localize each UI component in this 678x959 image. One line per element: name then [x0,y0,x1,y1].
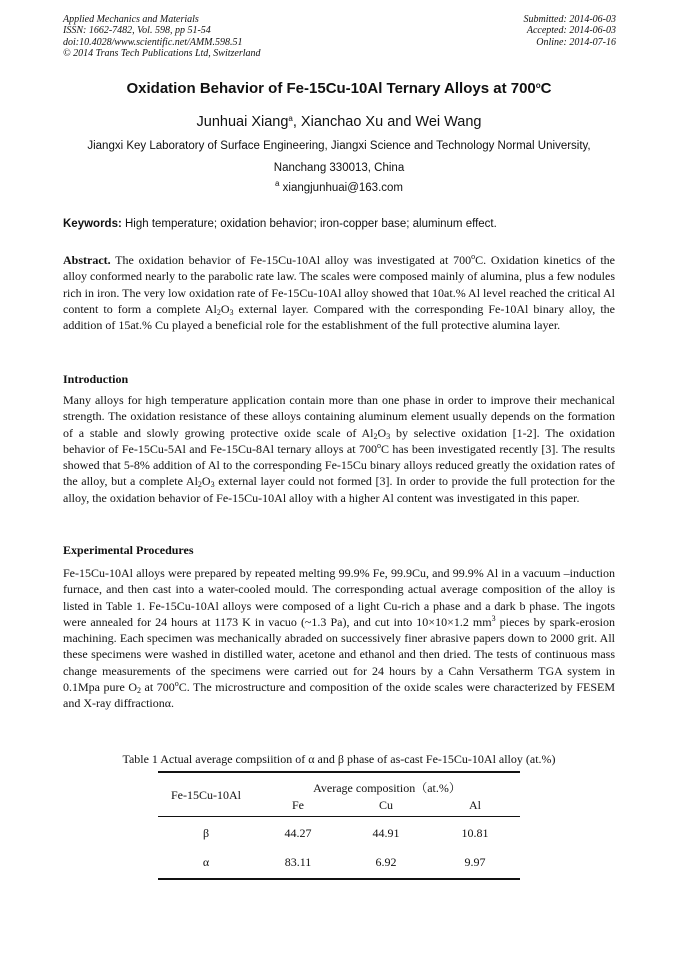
table-top-rule [158,771,520,773]
accepted-date: Accepted: 2014-06-03 [526,25,616,37]
table-cell: 83.11 [284,855,312,869]
introduction-paragraph: Many alloys for high temperature application contain more than one phase in order to improve their mechanical strength. The oxidation resistance of these alloys containing aluminum element usually depends on the formation of a stable and slowly growing protective oxide scale of $Al_2O_3$ by selective oxidation [1-2]. The oxidation behavior of Fe-15Cu-5Al and Fe-15Cu-8Al ternary alloys at 700$^o$C has been investigated recently [3]. The results showed that 5-8% addition of Al to the corresponding Fe-15Cu binary alloys reduced greatly the oxidation rates of the alloy, but a complete $Al_2O_3$ external layer could not formed [3]. In order to provide the full protection for the alloy, the oxidation behavior of Fe-15Cu-10Al alloy with a higher Al content was investigated in this paper. [63,393,615,505]
abstract: Abstract. The oxidation behavior of Fe-15Cu-10Al alloy was investigated at 700$^o$C. Oxidation kinetics of the alloy conformed nearly to the parabolic rate law. The scales were composed mainly of alumina, plus a few nodules rich in iron. The very low oxidation rate of Fe-15Cu-10Al alloy showed that 10at.% Al level reached the critical Al content to form a complete $Al_2O_3$ external layer. Compared with the corresponding Fe-10Al binary alloy, the addition of 15at.% Cu played a beneficial role for the establishment of the full protective alumina layer. [63,252,616,333]
journal-info [63,14,261,59]
table-cell: 9.97 [464,855,486,869]
table-bottom-rule [158,878,520,880]
section-heading-experimental: Experimental Procedures [63,543,194,557]
journal-issn: ISSN: 1662-7482, Vol. 598, pp 51-54 [63,25,211,37]
experimental-paragraph: Fe-15Cu-10Al alloys were prepared by repeated melting 99.9% Fe, 99.9Cu, and 99.9% Al in a vacuum –induction furnace, and then cast into a water-cooled mould. The corresponding actual average composition of the alloy is listed in Table 1. Fe-15Cu-10Al alloys were composed of a light Cu-rich a phase and a dark b phase. The ingots were annealed for 24 hours at 1173 K in vacuo (~1.3 Pa), and cut into 10×10×1.2 $mm^3$ pieces by spark-erosion machining. Each specimen was mechanically abraded on successively finer abrasive papers down to 2000 grit. All these specimens were washed in distilled water, acetone and ethanol and then dried. The tests of continuous mass change measurements of the specimens were carried out for 24 hours by a Cahn Versatherm TGA system in 0.1Mpa pure $O_2$ at 700$^o$C. The microstructure and composition of the oxide scales were characterized by FESEM and X-ray diffractionα. [63,566,615,711]
affiliation-line-2: Nanchang 330013, China [273,162,405,174]
table-row-phase: α [202,855,210,869]
column-header-fe: Fe [292,798,304,812]
column-header-cu: Cu [378,798,393,812]
section-heading-introduction: Introduction [63,372,129,386]
paper-title: Oxidation Behavior of Fe-15Cu-10Al Ternary Alloys at 700$^o$C [126,80,552,97]
table-row-phase: β [202,826,210,840]
affiliation-line-1: Jiangxi Key Laboratory of Surface Engineering, Jiangxi Science and Technology Normal University, [87,140,591,152]
author-email: $^a$ xiangjunhuai@163.com [274,179,403,194]
column-header-al: Al [469,798,481,812]
table-cell: 6.92 [375,855,397,869]
author-list: Junhuai Xiang$^a$, Xianchao Xu and Wei Wang [196,114,482,130]
table-cell: 10.81 [461,826,489,840]
journal-doi: doi:10.4028/www.scientific.net/AMM.598.51 [63,36,243,48]
submitted-date: Submitted: 2014-06-03 [523,14,616,25]
table-header-rule [158,816,520,817]
journal-name: Applied Mechanics and Materials [63,14,199,25]
online-date: Online: 2014-07-16 [536,36,616,48]
table-group-header: Average composition（at.%） [313,781,461,795]
table-row-header: Fe-15Cu-10Al [171,788,241,802]
table-cell: 44.27 [284,826,312,840]
journal-copyright: © 2014 Trans Tech Publications Ltd, Switzerland [63,47,261,59]
table-caption: Table 1 Actual average compsiition of α and β phase of as-cast Fe-15Cu-10Al alloy (at.%) [122,752,556,766]
keywords: Keywords: High temperature; oxidation behavior; iron-copper base; aluminum effect. [63,218,497,230]
publication-dates [524,14,617,48]
table-cell: 44.91 [372,826,400,840]
